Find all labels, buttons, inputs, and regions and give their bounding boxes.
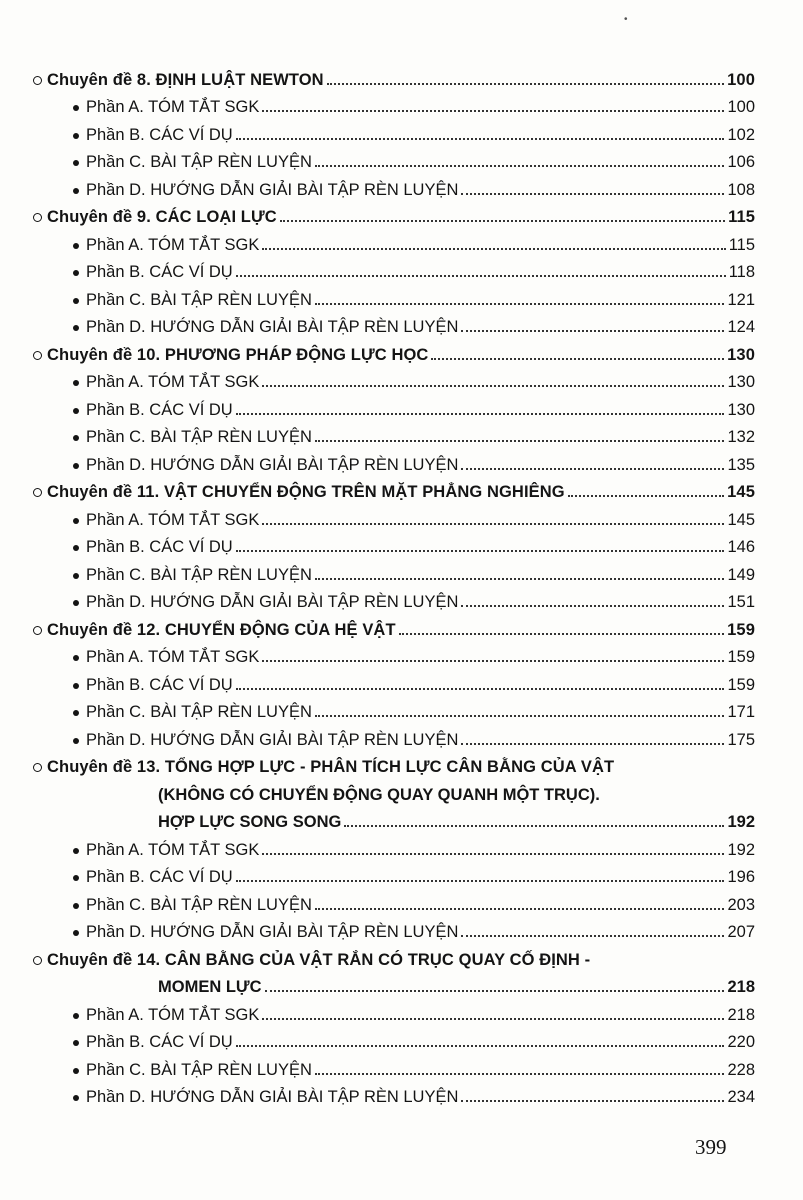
section-entry bbox=[33, 640, 755, 668]
section-entry bbox=[33, 887, 755, 915]
section-page: 196 bbox=[727, 868, 755, 886]
chapter-block bbox=[33, 612, 755, 750]
section-label: Phần D. HƯỚNG DẪN GIẢI BÀI TẬP RÈN LUYỆN bbox=[86, 318, 459, 336]
section-label: Phần A. TÓM TẮT SGK bbox=[86, 98, 260, 116]
section-label: Phần D. HƯỚNG DẪN GIẢI BÀI TẬP RÈN LUYỆN bbox=[86, 923, 459, 941]
dot-leader bbox=[315, 1073, 725, 1075]
section-page: 132 bbox=[727, 428, 755, 446]
bullet-icon bbox=[73, 683, 79, 689]
bullet-icon bbox=[73, 710, 79, 716]
dot-leader bbox=[461, 468, 724, 470]
section-page: 207 bbox=[727, 923, 755, 941]
section-page: 149 bbox=[727, 565, 755, 584]
chapter-heading bbox=[33, 942, 755, 970]
dot-leader bbox=[315, 303, 725, 305]
section-entry bbox=[33, 420, 755, 448]
circle-bullet-icon bbox=[33, 488, 42, 497]
chapter-prefix: Chuyên đề 13. bbox=[47, 758, 161, 776]
dot-leader bbox=[236, 550, 725, 552]
dot-leader bbox=[399, 633, 725, 635]
bullet-icon bbox=[73, 160, 79, 166]
section-label: Phần A. TÓM TẮT SGK bbox=[86, 235, 260, 254]
dot-leader bbox=[262, 248, 725, 250]
bullet-icon bbox=[73, 903, 79, 909]
section-label: Phần A. TÓM TẮT SGK bbox=[86, 648, 260, 666]
bullet-icon bbox=[73, 325, 79, 331]
dot-leader bbox=[236, 275, 726, 277]
chapter-heading bbox=[33, 475, 755, 503]
bullet-icon bbox=[73, 848, 79, 854]
bullet-icon bbox=[73, 380, 79, 386]
dot-leader bbox=[315, 440, 725, 442]
section-entry bbox=[33, 447, 755, 475]
section-page: 102 bbox=[727, 125, 755, 144]
dot-leader bbox=[315, 165, 725, 167]
section-entry bbox=[33, 832, 755, 860]
chapter-block bbox=[33, 475, 755, 613]
chapter-title-continuation bbox=[33, 777, 755, 805]
chapter-page: 130 bbox=[727, 345, 755, 364]
section-label: Phần A. TÓM TẮT SGK bbox=[86, 840, 260, 859]
section-entry bbox=[33, 530, 755, 558]
bullet-icon bbox=[73, 545, 79, 551]
chapter-prefix: Chuyên đề 9. bbox=[47, 208, 151, 226]
chapter-title-line: TỔNG HỢP LỰC - PHÂN TÍCH LỰC CÂN BẰNG CỦA VẬT bbox=[164, 758, 615, 776]
section-label: Phần C. BÀI TẬP RÈN LUYỆN bbox=[86, 428, 312, 446]
section-page: 108 bbox=[727, 180, 755, 199]
dot-leader bbox=[236, 688, 725, 690]
circle-bullet-icon bbox=[33, 956, 42, 965]
section-label: Phần B. CÁC VÍ DỤ bbox=[86, 675, 233, 694]
chapter-title-line: CÂN BẰNG CỦA VẬT RẮN CÓ TRỤC QUAY CỐ ĐỊNH - bbox=[164, 950, 591, 969]
section-page: 130 bbox=[727, 373, 755, 391]
section-label: Phần D. HƯỚNG DẪN GIẢI BÀI TẬP RÈN LUYỆN bbox=[86, 455, 459, 474]
bullet-icon bbox=[73, 463, 79, 469]
chapter-title-line: HỢP LỰC SONG SONG bbox=[158, 813, 342, 831]
dot-leader bbox=[265, 990, 725, 992]
dot-leader bbox=[262, 853, 724, 855]
section-entry bbox=[33, 310, 755, 338]
section-label: Phần B. CÁC VÍ DỤ bbox=[86, 400, 233, 419]
chapter-block bbox=[33, 750, 755, 943]
dot-leader bbox=[236, 413, 725, 415]
dot-leader bbox=[568, 495, 724, 497]
dot-leader bbox=[461, 330, 724, 332]
chapter-heading bbox=[33, 337, 755, 365]
section-entry bbox=[33, 1025, 755, 1053]
chapter-title-line: (KHÔNG CÓ CHUYỂN ĐỘNG QUAY QUANH MỘT TRỤC). bbox=[158, 785, 600, 804]
section-label: Phần D. HƯỚNG DẪN GIẢI BÀI TẬP RÈN LUYỆN bbox=[86, 593, 459, 611]
section-entry bbox=[33, 557, 755, 585]
section-entry bbox=[33, 695, 755, 723]
chapter-page: 218 bbox=[727, 978, 755, 996]
dot-leader bbox=[461, 605, 724, 607]
chapter-heading bbox=[33, 612, 755, 640]
bullet-icon bbox=[73, 518, 79, 524]
section-entry bbox=[33, 172, 755, 200]
section-page: 175 bbox=[727, 730, 755, 749]
section-entry bbox=[33, 90, 755, 118]
dot-leader bbox=[262, 660, 724, 662]
dot-leader bbox=[461, 743, 724, 745]
section-entry bbox=[33, 1080, 755, 1108]
dot-leader bbox=[327, 83, 724, 85]
chapter-page: 145 bbox=[727, 483, 755, 501]
dot-leader bbox=[461, 935, 724, 937]
section-label: Phần C. BÀI TẬP RÈN LUYỆN bbox=[86, 1060, 312, 1079]
section-label: Phần A. TÓM TẮT SGK bbox=[86, 510, 260, 529]
section-entry bbox=[33, 915, 755, 943]
section-page: 130 bbox=[727, 400, 755, 419]
bullet-icon bbox=[73, 573, 79, 579]
circle-bullet-icon bbox=[33, 76, 42, 85]
section-page: 118 bbox=[728, 263, 755, 281]
chapter-title-line: CÁC LOẠI LỰC bbox=[155, 208, 277, 226]
section-page: 135 bbox=[727, 455, 755, 474]
section-page: 218 bbox=[727, 1005, 755, 1024]
section-page: 100 bbox=[727, 98, 755, 116]
dot-leader bbox=[262, 1018, 724, 1020]
chapter-page: 192 bbox=[727, 813, 755, 831]
section-entry bbox=[33, 392, 755, 420]
section-page: 124 bbox=[727, 318, 755, 336]
section-page: 151 bbox=[727, 593, 755, 611]
bullet-icon bbox=[73, 298, 79, 304]
bullet-icon bbox=[73, 435, 79, 441]
circle-bullet-icon bbox=[33, 213, 42, 222]
section-page: 145 bbox=[727, 510, 755, 529]
dot-leader bbox=[236, 138, 725, 140]
dot-leader bbox=[461, 1100, 724, 1102]
section-label: Phần D. HƯỚNG DẪN GIẢI BÀI TẬP RÈN LUYỆN bbox=[86, 1088, 459, 1106]
section-entry bbox=[33, 585, 755, 613]
bullet-icon bbox=[73, 875, 79, 881]
chapter-prefix: Chuyên đề 10. bbox=[47, 345, 161, 364]
section-page: 146 bbox=[727, 538, 755, 556]
section-label: Phần B. CÁC VÍ DỤ bbox=[86, 263, 233, 281]
section-label: Phần B. CÁC VÍ DỤ bbox=[86, 1033, 233, 1051]
chapter-title-line: PHƯƠNG PHÁP ĐỘNG LỰC HỌC bbox=[164, 345, 429, 364]
section-label: Phần C. BÀI TẬP RÈN LUYỆN bbox=[86, 895, 312, 914]
section-page: 115 bbox=[728, 235, 755, 254]
dot-leader bbox=[262, 523, 724, 525]
bullet-icon bbox=[73, 188, 79, 194]
section-entry bbox=[33, 145, 755, 173]
chapter-prefix: Chuyên đề 12. bbox=[47, 620, 161, 639]
bullet-icon bbox=[73, 105, 79, 111]
section-page: 203 bbox=[727, 895, 755, 914]
dot-leader bbox=[431, 358, 724, 360]
chapter-page: 159 bbox=[727, 620, 755, 639]
section-entry bbox=[33, 282, 755, 310]
bullet-icon bbox=[73, 600, 79, 606]
bullet-icon bbox=[73, 1068, 79, 1074]
section-entry bbox=[33, 502, 755, 530]
chapter-block bbox=[33, 942, 755, 1107]
chapter-title-line: CHUYỂN ĐỘNG CỦA HỆ VẬT bbox=[164, 620, 396, 639]
circle-bullet-icon bbox=[33, 351, 42, 360]
bullet-icon bbox=[73, 270, 79, 276]
section-label: Phần A. TÓM TẮT SGK bbox=[86, 1005, 260, 1024]
bullet-icon bbox=[73, 1013, 79, 1019]
chapter-prefix: Chuyên đề 11. bbox=[47, 483, 160, 501]
section-label: Phần C. BÀI TẬP RÈN LUYỆN bbox=[86, 565, 312, 584]
section-label: Phần D. HƯỚNG DẪN GIẢI BÀI TẬP RÈN LUYỆN bbox=[86, 730, 459, 749]
table-of-contents bbox=[33, 62, 755, 1107]
chapter-title-line: ĐỊNH LUẬT NEWTON bbox=[155, 70, 324, 89]
section-entry bbox=[33, 255, 755, 283]
section-page: 159 bbox=[727, 648, 755, 666]
section-entry bbox=[33, 227, 755, 255]
circle-bullet-icon bbox=[33, 763, 42, 772]
bullet-icon bbox=[73, 243, 79, 249]
section-label: Phần C. BÀI TẬP RÈN LUYỆN bbox=[86, 153, 312, 171]
section-page: 220 bbox=[727, 1033, 755, 1051]
section-entry bbox=[33, 860, 755, 888]
section-page: 234 bbox=[727, 1088, 755, 1106]
circle-bullet-icon bbox=[33, 626, 42, 635]
dot-leader bbox=[236, 880, 725, 882]
chapter-heading bbox=[33, 750, 755, 778]
bullet-icon bbox=[73, 738, 79, 744]
dot-leader bbox=[262, 385, 724, 387]
bullet-icon bbox=[73, 930, 79, 936]
section-page: 192 bbox=[727, 840, 755, 859]
speck-mark: • bbox=[624, 14, 628, 25]
bullet-icon bbox=[73, 655, 79, 661]
chapter-heading bbox=[33, 62, 755, 90]
section-entry bbox=[33, 1052, 755, 1080]
chapter-title-continuation bbox=[33, 805, 755, 833]
chapter-prefix: Chuyên đề 14. bbox=[47, 950, 161, 969]
chapter-title-line: VẬT CHUYỂN ĐỘNG TRÊN MẶT PHẲNG NGHIÊNG bbox=[163, 483, 565, 501]
chapter-title-line: MOMEN LỰC bbox=[158, 978, 262, 996]
section-label: Phần A. TÓM TẮT SGK bbox=[86, 373, 260, 391]
chapter-page: 100 bbox=[727, 70, 755, 89]
chapter-heading bbox=[33, 200, 755, 228]
section-page: 228 bbox=[727, 1060, 755, 1079]
dot-leader bbox=[280, 220, 725, 222]
section-page: 171 bbox=[727, 703, 755, 721]
bullet-icon bbox=[73, 408, 79, 414]
section-label: Phần B. CÁC VÍ DỤ bbox=[86, 125, 233, 144]
section-label: Phần D. HƯỚNG DẪN GIẢI BÀI TẬP RÈN LUYỆN bbox=[86, 180, 459, 199]
chapter-block bbox=[33, 62, 755, 200]
bullet-icon bbox=[73, 1040, 79, 1046]
chapter-page: 115 bbox=[728, 208, 755, 226]
bullet-icon bbox=[73, 1095, 79, 1101]
section-label: Phần C. BÀI TẬP RÈN LUYỆN bbox=[86, 703, 312, 721]
section-entry bbox=[33, 997, 755, 1025]
dot-leader bbox=[262, 110, 724, 112]
page-number: 399 bbox=[695, 1135, 727, 1159]
section-page: 106 bbox=[727, 153, 755, 171]
bullet-icon bbox=[73, 133, 79, 139]
chapter-prefix: Chuyên đề 8. bbox=[47, 70, 151, 89]
section-page: 159 bbox=[727, 675, 755, 694]
chapter-title-continuation bbox=[33, 970, 755, 998]
section-entry bbox=[33, 667, 755, 695]
dot-leader bbox=[344, 825, 724, 827]
chapter-block bbox=[33, 200, 755, 338]
dot-leader bbox=[461, 193, 724, 195]
section-label: Phần B. CÁC VÍ DỤ bbox=[86, 868, 233, 886]
dot-leader bbox=[315, 715, 725, 717]
chapter-block bbox=[33, 337, 755, 475]
dot-leader bbox=[315, 908, 725, 910]
section-label: Phần C. BÀI TẬP RÈN LUYỆN bbox=[86, 290, 312, 309]
section-entry bbox=[33, 365, 755, 393]
dot-leader bbox=[236, 1045, 725, 1047]
section-entry bbox=[33, 722, 755, 750]
section-entry bbox=[33, 117, 755, 145]
section-label: Phần B. CÁC VÍ DỤ bbox=[86, 538, 233, 556]
section-page: 121 bbox=[727, 290, 755, 309]
dot-leader bbox=[315, 578, 725, 580]
